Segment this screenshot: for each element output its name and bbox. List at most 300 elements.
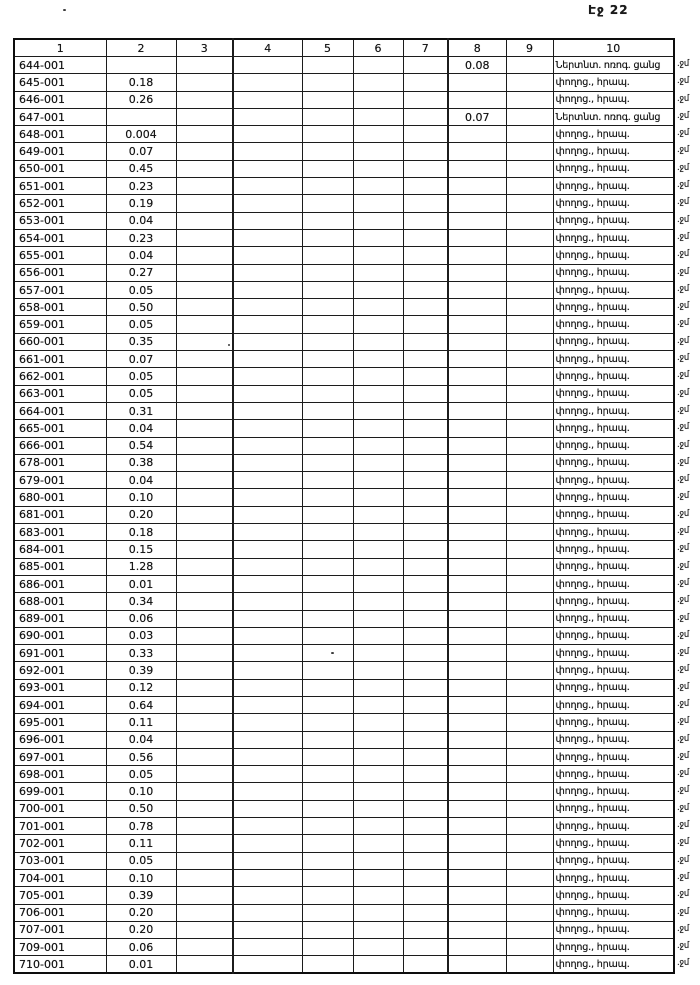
cell-col3 bbox=[176, 593, 233, 610]
cell-col3 bbox=[176, 575, 233, 592]
cell-col4 bbox=[233, 627, 302, 644]
cell-col7 bbox=[403, 731, 448, 748]
cell-col9 bbox=[506, 281, 553, 298]
cell-col8 bbox=[448, 610, 506, 627]
cell-col8 bbox=[448, 506, 506, 523]
margin-note: .ջմ bbox=[677, 128, 689, 139]
cell-col1: 700-001 bbox=[14, 800, 106, 817]
cell-col2: 0.004 bbox=[106, 126, 176, 143]
cell-col10: փողոց., հրապ. bbox=[553, 696, 674, 713]
cell-col3 bbox=[176, 662, 233, 679]
cell-col3 bbox=[176, 558, 233, 575]
cell-col6 bbox=[353, 575, 403, 592]
cell-col9 bbox=[506, 921, 553, 938]
cell-col10: փողոց., հրապ. bbox=[553, 316, 674, 333]
cell-col9 bbox=[506, 541, 553, 558]
cell-col6 bbox=[353, 74, 403, 91]
margin-note: .ջմ bbox=[677, 681, 689, 692]
cell-col5 bbox=[302, 247, 353, 264]
column-header: 2 bbox=[106, 39, 176, 57]
cell-col6 bbox=[353, 696, 403, 713]
cell-col1: 650-001 bbox=[14, 160, 106, 177]
table-row bbox=[14, 281, 674, 298]
cell-col4 bbox=[233, 662, 302, 679]
cell-col10: փողոց., հրապ. bbox=[553, 887, 674, 904]
cell-col10: փողոց., հրապ. bbox=[553, 852, 674, 869]
table-row bbox=[14, 160, 674, 177]
cell-col3 bbox=[176, 610, 233, 627]
cell-col10: Ներտնտ. ոռոգ. ցանց bbox=[553, 57, 674, 74]
cell-col1: 710-001 bbox=[14, 956, 106, 973]
cell-col3 bbox=[176, 74, 233, 91]
cell-col8 bbox=[448, 541, 506, 558]
cell-col5 bbox=[302, 195, 353, 212]
table-row bbox=[14, 57, 674, 74]
cell-col2: 0.34 bbox=[106, 593, 176, 610]
cell-col2: 0.05 bbox=[106, 766, 176, 783]
margin-note: .ջմ bbox=[677, 733, 689, 744]
cell-col5 bbox=[302, 143, 353, 160]
cell-col8 bbox=[448, 731, 506, 748]
cell-col1: 706-001 bbox=[14, 904, 106, 921]
cell-col2: 0.18 bbox=[106, 74, 176, 91]
cell-col7 bbox=[403, 333, 448, 350]
cell-col7 bbox=[403, 126, 448, 143]
cell-col2: 0.04 bbox=[106, 420, 176, 437]
cell-col7 bbox=[403, 281, 448, 298]
cell-col2: 0.45 bbox=[106, 160, 176, 177]
cell-col3 bbox=[176, 212, 233, 229]
cell-col4 bbox=[233, 783, 302, 800]
cell-col8 bbox=[448, 956, 506, 973]
table-row bbox=[14, 212, 674, 229]
margin-note: .ջմ bbox=[677, 335, 689, 346]
cell-col6 bbox=[353, 143, 403, 160]
cell-col7 bbox=[403, 402, 448, 419]
cell-col8 bbox=[448, 178, 506, 195]
cell-col10: փողոց., հրապ. bbox=[553, 143, 674, 160]
cell-col8 bbox=[448, 91, 506, 108]
cell-col5 bbox=[302, 402, 353, 419]
cell-col2: 0.12 bbox=[106, 679, 176, 696]
cell-col4 bbox=[233, 766, 302, 783]
cell-col2: 0.31 bbox=[106, 402, 176, 419]
cell-col10: փողոց., հրապ. bbox=[553, 454, 674, 471]
cell-col1: 683-001 bbox=[14, 524, 106, 541]
cell-col5 bbox=[302, 696, 353, 713]
cell-col6 bbox=[353, 489, 403, 506]
cell-col10: փողոց., հրապ. bbox=[553, 818, 674, 835]
cell-col4 bbox=[233, 887, 302, 904]
cell-col6 bbox=[353, 57, 403, 74]
cell-col9 bbox=[506, 57, 553, 74]
margin-note: .ջմ bbox=[677, 110, 689, 121]
cell-col8 bbox=[448, 921, 506, 938]
table-body bbox=[14, 57, 674, 974]
table-row bbox=[14, 472, 674, 489]
cell-col8 bbox=[448, 402, 506, 419]
cell-col6 bbox=[353, 558, 403, 575]
cell-col10: փողոց., հրապ. bbox=[553, 645, 674, 662]
margin-note: .ջմ bbox=[677, 871, 689, 882]
cell-col4 bbox=[233, 91, 302, 108]
cell-col1: 692-001 bbox=[14, 662, 106, 679]
margin-note: .ջմ bbox=[677, 647, 689, 658]
margin-notes-column bbox=[677, 56, 700, 973]
cell-col4 bbox=[233, 143, 302, 160]
cell-col7 bbox=[403, 385, 448, 402]
cell-col2: 0.10 bbox=[106, 869, 176, 886]
cell-col1: 656-001 bbox=[14, 264, 106, 281]
cell-col4 bbox=[233, 368, 302, 385]
cell-col2: 0.04 bbox=[106, 731, 176, 748]
cell-col6 bbox=[353, 333, 403, 350]
cell-col5 bbox=[302, 818, 353, 835]
table-row bbox=[14, 939, 674, 956]
cell-col8 bbox=[448, 783, 506, 800]
cell-col6 bbox=[353, 126, 403, 143]
cell-col4 bbox=[233, 108, 302, 125]
cell-col4 bbox=[233, 921, 302, 938]
cell-col8 bbox=[448, 524, 506, 541]
cell-col3 bbox=[176, 299, 233, 316]
cell-col7 bbox=[403, 610, 448, 627]
cell-col2: 0.04 bbox=[106, 247, 176, 264]
cell-col7 bbox=[403, 645, 448, 662]
cell-col9 bbox=[506, 316, 553, 333]
margin-note: .ջմ bbox=[677, 214, 689, 225]
margin-note: .ջմ bbox=[677, 785, 689, 796]
cell-col2: 0.18 bbox=[106, 524, 176, 541]
cell-col10: փողոց., հրապ. bbox=[553, 264, 674, 281]
cell-col9 bbox=[506, 575, 553, 592]
cell-col8 bbox=[448, 800, 506, 817]
cell-col4 bbox=[233, 472, 302, 489]
cell-col2: 0.10 bbox=[106, 489, 176, 506]
cell-col8 bbox=[448, 593, 506, 610]
cell-col10: փողոց., հրապ. bbox=[553, 299, 674, 316]
cell-col3 bbox=[176, 800, 233, 817]
cell-col8 bbox=[448, 454, 506, 471]
margin-note: .ջմ bbox=[677, 820, 689, 831]
column-header: 6 bbox=[353, 39, 403, 57]
cell-col4 bbox=[233, 351, 302, 368]
table-row bbox=[14, 247, 674, 264]
cell-col5 bbox=[302, 783, 353, 800]
cell-col10: փողոց., հրապ. bbox=[553, 212, 674, 229]
cell-col9 bbox=[506, 454, 553, 471]
cell-col3 bbox=[176, 264, 233, 281]
cell-col4 bbox=[233, 869, 302, 886]
cell-col4 bbox=[233, 679, 302, 696]
cell-col4 bbox=[233, 748, 302, 765]
cell-col8 bbox=[448, 558, 506, 575]
cell-col3 bbox=[176, 835, 233, 852]
table-row bbox=[14, 887, 674, 904]
cell-col3 bbox=[176, 108, 233, 125]
cell-col10: փողոց., հրապ. bbox=[553, 748, 674, 765]
cell-col4 bbox=[233, 852, 302, 869]
margin-note: .ջմ bbox=[677, 560, 689, 571]
cell-col6 bbox=[353, 264, 403, 281]
cell-col3 bbox=[176, 437, 233, 454]
cell-col7 bbox=[403, 212, 448, 229]
cell-col8 bbox=[448, 696, 506, 713]
cell-col5 bbox=[302, 57, 353, 74]
cell-col7 bbox=[403, 679, 448, 696]
cell-col4 bbox=[233, 126, 302, 143]
cell-col7 bbox=[403, 748, 448, 765]
cell-col4 bbox=[233, 506, 302, 523]
cell-col8 bbox=[448, 835, 506, 852]
cell-col5 bbox=[302, 524, 353, 541]
cell-col1: 666-001 bbox=[14, 437, 106, 454]
table-row bbox=[14, 869, 674, 886]
table-row bbox=[14, 541, 674, 558]
cell-col4 bbox=[233, 247, 302, 264]
cell-col3 bbox=[176, 956, 233, 973]
cell-col8 bbox=[448, 645, 506, 662]
cell-col10: փողոց., հրապ. bbox=[553, 575, 674, 592]
cell-col6 bbox=[353, 921, 403, 938]
cell-col7 bbox=[403, 229, 448, 246]
cell-col4 bbox=[233, 195, 302, 212]
cell-col3 bbox=[176, 714, 233, 731]
cell-col6 bbox=[353, 800, 403, 817]
cell-col9 bbox=[506, 126, 553, 143]
cell-col10: փողոց., հրապ. bbox=[553, 420, 674, 437]
cell-col3 bbox=[176, 489, 233, 506]
cell-col9 bbox=[506, 887, 553, 904]
cell-col10: փողոց., հրապ. bbox=[553, 368, 674, 385]
cell-col9 bbox=[506, 904, 553, 921]
cell-col2: 0.06 bbox=[106, 939, 176, 956]
cell-col6 bbox=[353, 437, 403, 454]
cell-col4 bbox=[233, 402, 302, 419]
cell-col1: 663-001 bbox=[14, 385, 106, 402]
cell-col10: փողոց., հրապ. bbox=[553, 939, 674, 956]
cell-col8 bbox=[448, 143, 506, 160]
cell-col10: Ներտնտ. ոռոգ. ցանց bbox=[553, 108, 674, 125]
cell-col5 bbox=[302, 558, 353, 575]
column-header: 4 bbox=[233, 39, 302, 57]
cell-col9 bbox=[506, 247, 553, 264]
margin-note: .ջմ bbox=[677, 76, 689, 87]
cell-col6 bbox=[353, 818, 403, 835]
cell-col1: 654-001 bbox=[14, 229, 106, 246]
cell-col6 bbox=[353, 662, 403, 679]
cell-col5 bbox=[302, 627, 353, 644]
cell-col10: փողոց., հրապ. bbox=[553, 731, 674, 748]
cell-col10: փողոց., հրապ. bbox=[553, 91, 674, 108]
cell-col6 bbox=[353, 299, 403, 316]
table-row bbox=[14, 748, 674, 765]
cell-col8 bbox=[448, 818, 506, 835]
cell-col1: 697-001 bbox=[14, 748, 106, 765]
cell-col5 bbox=[302, 472, 353, 489]
cell-col8 bbox=[448, 627, 506, 644]
margin-note: .ջմ bbox=[677, 474, 689, 485]
cell-col7 bbox=[403, 541, 448, 558]
cell-col2: 0.20 bbox=[106, 506, 176, 523]
cell-col9 bbox=[506, 696, 553, 713]
cell-col1: 681-001 bbox=[14, 506, 106, 523]
cell-col9 bbox=[506, 333, 553, 350]
cell-col2: 0.07 bbox=[106, 143, 176, 160]
cell-col4 bbox=[233, 541, 302, 558]
cell-col9 bbox=[506, 74, 553, 91]
table-row bbox=[14, 714, 674, 731]
table-row bbox=[14, 454, 674, 471]
cell-col2: 0.23 bbox=[106, 178, 176, 195]
cell-col1: 645-001 bbox=[14, 74, 106, 91]
cell-col3 bbox=[176, 195, 233, 212]
cell-col8 bbox=[448, 299, 506, 316]
cell-col10: փողոց., հրապ. bbox=[553, 541, 674, 558]
cell-col1: 688-001 bbox=[14, 593, 106, 610]
margin-note: .ջմ bbox=[677, 370, 689, 381]
cell-col3 bbox=[176, 178, 233, 195]
cell-col5 bbox=[302, 74, 353, 91]
table-row bbox=[14, 91, 674, 108]
cell-col6 bbox=[353, 731, 403, 748]
cell-col4 bbox=[233, 575, 302, 592]
cell-col8 bbox=[448, 420, 506, 437]
cell-col8 bbox=[448, 74, 506, 91]
cell-col7 bbox=[403, 57, 448, 74]
cell-col7 bbox=[403, 316, 448, 333]
cell-col2: 0.50 bbox=[106, 299, 176, 316]
cell-col7 bbox=[403, 939, 448, 956]
cell-col9 bbox=[506, 437, 553, 454]
cell-col4 bbox=[233, 610, 302, 627]
cell-col1: 701-001 bbox=[14, 818, 106, 835]
cell-col5 bbox=[302, 921, 353, 938]
cell-col7 bbox=[403, 783, 448, 800]
cell-col10: փողոց., հրապ. bbox=[553, 74, 674, 91]
cell-col5 bbox=[302, 160, 353, 177]
cell-col1: 704-001 bbox=[14, 869, 106, 886]
cell-col7 bbox=[403, 368, 448, 385]
cell-col5 bbox=[302, 126, 353, 143]
cell-col3 bbox=[176, 316, 233, 333]
margin-note: .ջմ bbox=[677, 923, 689, 934]
cell-col1: 652-001 bbox=[14, 195, 106, 212]
cell-col8 bbox=[448, 904, 506, 921]
cell-col3 bbox=[176, 351, 233, 368]
cell-col6 bbox=[353, 160, 403, 177]
margin-note: .ջմ bbox=[677, 145, 689, 156]
cell-col6 bbox=[353, 212, 403, 229]
cell-col10: փողոց., հրապ. bbox=[553, 229, 674, 246]
cell-col10: փողոց., հրապ. bbox=[553, 281, 674, 298]
cell-col1: 678-001 bbox=[14, 454, 106, 471]
cell-col2: 0.07 bbox=[106, 351, 176, 368]
cell-col6 bbox=[353, 316, 403, 333]
cell-col2 bbox=[106, 108, 176, 125]
cell-col2: 0.35 bbox=[106, 333, 176, 350]
cell-col10: փողոց., հրապ. bbox=[553, 437, 674, 454]
cell-col8 bbox=[448, 229, 506, 246]
table-row bbox=[14, 575, 674, 592]
cell-col2: 0.50 bbox=[106, 800, 176, 817]
cell-col10: փողոց., հրապ. bbox=[553, 489, 674, 506]
cell-col7 bbox=[403, 852, 448, 869]
table-row bbox=[14, 143, 674, 160]
table-row bbox=[14, 506, 674, 523]
cell-col5 bbox=[302, 731, 353, 748]
cell-col10: փողոց., հրապ. bbox=[553, 869, 674, 886]
cell-col10: փողոց., հրապ. bbox=[553, 351, 674, 368]
cell-col7 bbox=[403, 800, 448, 817]
cell-col9 bbox=[506, 766, 553, 783]
cell-col6 bbox=[353, 679, 403, 696]
cell-col9 bbox=[506, 524, 553, 541]
cell-col7 bbox=[403, 489, 448, 506]
cell-col1: 690-001 bbox=[14, 627, 106, 644]
cell-col1: 691-001 bbox=[14, 645, 106, 662]
cell-col7 bbox=[403, 160, 448, 177]
cell-col7 bbox=[403, 869, 448, 886]
cell-col4 bbox=[233, 800, 302, 817]
cell-col7 bbox=[403, 299, 448, 316]
cell-col5 bbox=[302, 108, 353, 125]
cell-col9 bbox=[506, 593, 553, 610]
column-header: 5 bbox=[302, 39, 353, 57]
cell-col4 bbox=[233, 696, 302, 713]
cell-col5 bbox=[302, 575, 353, 592]
cell-col10: փողոց., հրապ. bbox=[553, 766, 674, 783]
cell-col5 bbox=[302, 299, 353, 316]
column-header: 9 bbox=[506, 39, 553, 57]
cell-col9 bbox=[506, 869, 553, 886]
cell-col6 bbox=[353, 783, 403, 800]
cell-col6 bbox=[353, 402, 403, 419]
cell-col10: փողոց., հրապ. bbox=[553, 800, 674, 817]
table-row bbox=[14, 766, 674, 783]
cell-col1: 699-001 bbox=[14, 783, 106, 800]
cell-col3 bbox=[176, 402, 233, 419]
cell-col5 bbox=[302, 956, 353, 973]
cell-col2: 0.20 bbox=[106, 904, 176, 921]
cell-col5 bbox=[302, 748, 353, 765]
margin-note: .ջմ bbox=[677, 802, 689, 813]
cell-col3 bbox=[176, 57, 233, 74]
cell-col1: 679-001 bbox=[14, 472, 106, 489]
cell-col2: 0.05 bbox=[106, 281, 176, 298]
cell-col1: 707-001 bbox=[14, 921, 106, 938]
cell-col9 bbox=[506, 645, 553, 662]
cell-col8 bbox=[448, 766, 506, 783]
margin-note: .ջմ bbox=[677, 301, 689, 312]
cell-col2: 0.19 bbox=[106, 195, 176, 212]
cell-col9 bbox=[506, 368, 553, 385]
cell-col7 bbox=[403, 264, 448, 281]
cell-col5 bbox=[302, 852, 353, 869]
margin-note: .ջմ bbox=[677, 889, 689, 900]
cell-col2: 0.20 bbox=[106, 921, 176, 938]
cell-col1: 644-001 bbox=[14, 57, 106, 74]
table-row bbox=[14, 921, 674, 938]
cell-col10: փողոց., հրապ. bbox=[553, 610, 674, 627]
column-header: 7 bbox=[403, 39, 448, 57]
cell-col1: 657-001 bbox=[14, 281, 106, 298]
cell-col9 bbox=[506, 143, 553, 160]
cell-col5 bbox=[302, 645, 353, 662]
table-row bbox=[14, 783, 674, 800]
cell-col9 bbox=[506, 108, 553, 125]
margin-note: .ջմ bbox=[677, 249, 689, 260]
